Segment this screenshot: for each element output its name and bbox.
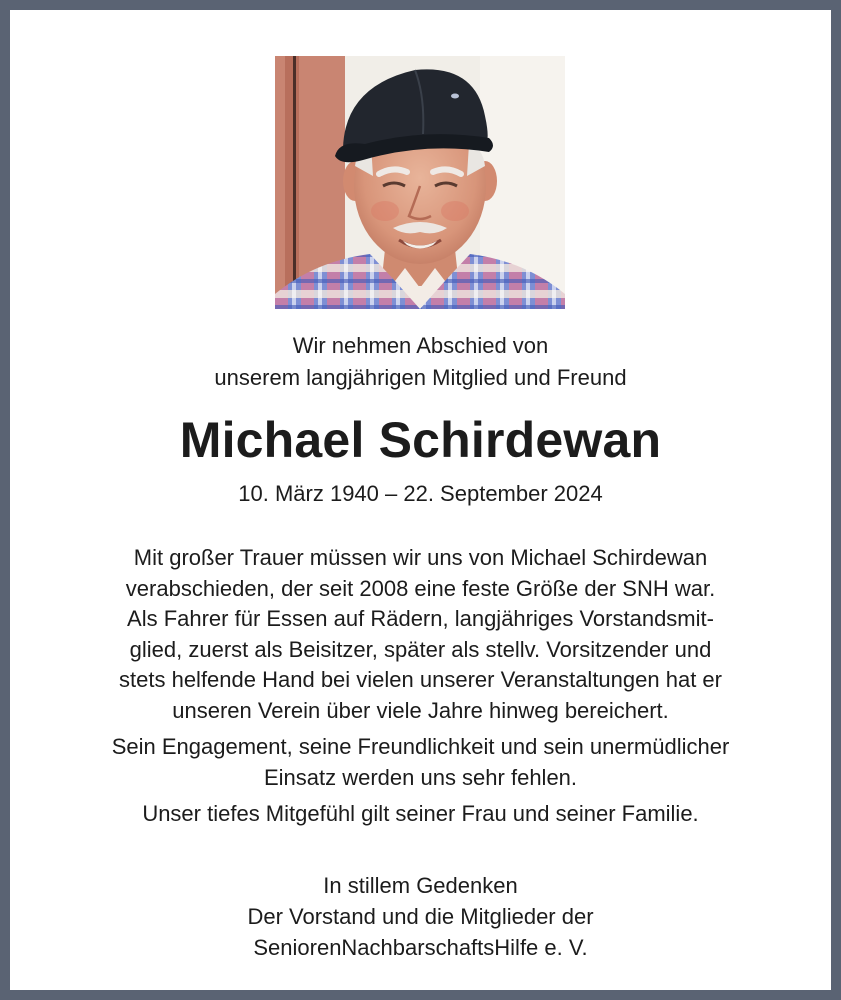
text-line: verabschieden, der seit 2008 eine feste Größe der SNH war. xyxy=(125,575,716,601)
text-line: Als Fahrer für Essen auf Rädern, langjähriges Vorstandsmit- xyxy=(127,606,714,631)
intro-line: Wir nehmen Abschied von xyxy=(292,333,549,358)
text-line: Unser tiefes Mitgefühl gilt seiner Frau und seiner Familie. xyxy=(142,801,699,826)
portrait-photo xyxy=(275,56,565,309)
text-line: glied, zuerst als Beisitzer, später als stellv. Vorsitzender und xyxy=(129,636,712,662)
signature-line: Der Vorstand und die Mitglieder der xyxy=(247,904,594,929)
deceased-name: Michael Schirdewan xyxy=(179,412,662,468)
signature-line: In stillem Gedenken xyxy=(323,873,518,898)
text-line: unseren Verein über viele Jahre hinweg bereichert. xyxy=(172,697,669,723)
tribute-text xyxy=(10,543,831,830)
life-dates: 10. März 1940 – 22. September 2024 xyxy=(238,481,603,506)
text-line: Einsatz werden uns sehr fehlen. xyxy=(263,764,578,790)
text-line: stets helfende Hand bei vielen unserer Veranstaltungen hat er xyxy=(119,667,722,692)
intro-text xyxy=(10,330,831,394)
signature-block xyxy=(10,870,831,963)
tribute-paragraph xyxy=(10,799,831,830)
text-line: Mit großer Trauer müssen wir uns von Michael Schirdewan xyxy=(133,545,708,570)
obituary-page xyxy=(10,10,831,990)
signature-line: SeniorenNachbarschaftsHilfe e. V. xyxy=(253,935,588,960)
tribute-paragraph xyxy=(10,732,831,793)
text-line: Sein Engagement, seine Freundlichkeit und sein unermüdlicher xyxy=(111,734,730,759)
intro-line: unserem langjährigen Mitglied und Freund xyxy=(214,365,627,390)
tribute-paragraph xyxy=(10,543,831,726)
